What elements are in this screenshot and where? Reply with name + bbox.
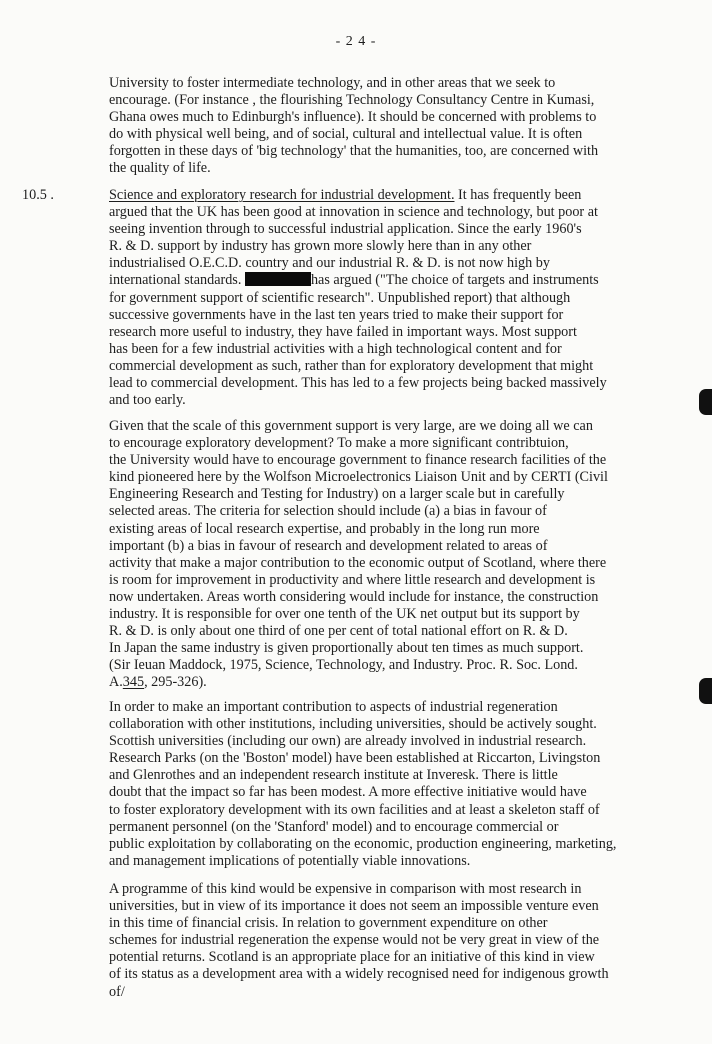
text-line: Given that the scale of this government support is very large, are we doing all we can	[109, 418, 593, 434]
text-line: the University would have to encourage government to finance research facilities of the	[109, 452, 607, 469]
text-line: (Sir Ieuan Maddock, 1975, Science, Technology, and Industry. Proc. R. Soc. Lond.	[109, 657, 578, 674]
text-line: in this time of financial crisis. In relation to government expenditure on other	[109, 915, 548, 932]
text-line: R. & D. is only about one third of one per cent of total national effort on R. & D.	[109, 623, 568, 640]
redaction-block	[245, 272, 311, 286]
paragraph-industrial-regeneration	[109, 699, 709, 870]
text-line: to foster exploratory development with its own facilities and at least a skeleton staff of	[109, 801, 600, 818]
section-heading-line	[109, 187, 709, 204]
paragraph-section-10-5	[109, 187, 709, 409]
text-line: In order to make an important contribution to aspects of industrial regeneration	[109, 699, 558, 715]
text-line: for government support of scientific research". Unpublished report) that although	[109, 289, 571, 306]
text-line: A programme of this kind would be expensive in comparison with most research in	[109, 881, 582, 897]
text-line: lead to commercial development. This has led to a few projects being backed massively	[109, 375, 607, 392]
text-line: and Glenrothes and an independent research institute at Inveresk. There is little	[109, 767, 558, 784]
citation-prefix: A.	[109, 674, 123, 691]
citation-volume: 345	[122, 674, 145, 691]
text-line: kind pioneered here by the Wolfson Microelectronics Liaison Unit and by CERTI (Civil	[109, 469, 608, 486]
heading-continuation: It has frequently been	[454, 187, 582, 203]
text-line: activity that make a major contribution to the economic output of Scotland, where there	[109, 554, 607, 571]
text-line: commercial development as such, rather than for exploratory development that might	[109, 357, 594, 374]
text-line: argued that the UK has been good at innovation in science and technology, but poor at	[109, 204, 598, 221]
text-line: collaboration with other institutions, including universities, should be actively sought.	[109, 716, 597, 733]
text-line: successive governments have in the last ten years tried to make their support for	[109, 306, 564, 323]
text-line: encourage. (For instance , the flourishing Technology Consultancy Centre in Kumasi,	[109, 92, 595, 109]
text-line: public exploitation by collaborating on the economic, production engineering, marketing,	[109, 835, 617, 852]
text-line: Ghana owes much to Edinburgh's influence). It should be concerned with problems to	[109, 109, 597, 126]
text-line: Scottish universities (including our own) are already involved in industrial research.	[109, 733, 587, 750]
text-line: research more useful to industry, they have failed in important ways. Most support	[109, 323, 577, 340]
text-line: and management implications of potentially viable innovations.	[109, 852, 471, 869]
text-line: important (b) a bias in favour of research and development related to areas of	[109, 537, 548, 554]
text-line: In Japan the same industry is given proportionally about ten times as much support.	[109, 640, 584, 657]
text-line: and too early.	[109, 392, 186, 409]
text-before-redaction: international standards.	[109, 272, 245, 289]
text-line: now undertaken. Areas worth considering would include for instance, the construction	[109, 588, 599, 605]
text-line: Engineering Research and Testing for Industry) on a larger scale but in carefully	[109, 486, 565, 503]
text-line: forgotten in these days of 'big technology' that the humanities, too, are concerned with	[109, 143, 599, 160]
text-line-with-redaction	[109, 272, 709, 289]
text-after-redaction: has argued ("The choice of targets and instruments	[310, 272, 599, 289]
text-line: selected areas. The criteria for selection should include (a) a bias in favour of	[109, 503, 547, 520]
text-line: do with physical well being, and of social, cultural and intellectual value. It is often	[109, 126, 583, 143]
citation-pages: , 295-326).	[144, 674, 207, 691]
punch-hole	[699, 389, 712, 415]
text-line: schemes for industrial regeneration the expense would not be very great in view of the	[109, 932, 600, 949]
text-line: has been for a few industrial activities with a high technological content and for	[109, 340, 562, 357]
text-line: existing areas of local research expertise, and probably in the long run more	[109, 520, 540, 537]
paragraph-programme-cost	[109, 881, 709, 1001]
text-line: of its status as a development area with a widely recognised need for indigenous growth	[109, 966, 609, 983]
paragraph-exploratory-development	[109, 418, 709, 692]
text-line: universities, but in view of its importance it does not seem an impossible venture even	[109, 898, 599, 915]
text-line: industrialised O.E.C.D. country and our industrial R. & D. is not now high by	[109, 255, 550, 272]
citation-line	[109, 674, 709, 691]
text-line: permanent personnel (on the 'Stanford' model) and to encourage commercial or	[109, 818, 559, 835]
text-line: Research Parks (on the 'Boston' model) have been established at Riccarton, Livingston	[109, 750, 601, 767]
text-line: the quality of life.	[109, 160, 211, 177]
text-line: to encourage exploratory development? To make a more significant contribtuion,	[109, 435, 569, 452]
text-line: R. & D. support by industry has grown more slowly here than in any other	[109, 238, 532, 255]
text-line: of/	[109, 983, 125, 1000]
punch-hole	[699, 678, 712, 704]
text-line: industry. It is responsible for over one tenth of the UK net output but its support by	[109, 606, 580, 623]
paragraph-intro	[109, 75, 709, 178]
text-line: doubt that the impact so far has been modest. A more effective initiative would have	[109, 784, 587, 801]
text-line: seeing invention through to successful industrial application. Since the early 1960's	[109, 221, 582, 238]
text-line: potential returns. Scotland is an appropriate place for an initiative of this kind in view	[109, 949, 595, 966]
page-number: - 2 4 -	[335, 34, 377, 49]
section-heading: Science and exploratory research for industrial development.	[109, 187, 455, 203]
text-line: is room for improvement in productivity and where little research and development is	[109, 571, 596, 588]
text-line: University to foster intermediate technology, and in other areas that we seek to	[109, 75, 556, 91]
section-number: 10.5 .	[22, 187, 54, 203]
